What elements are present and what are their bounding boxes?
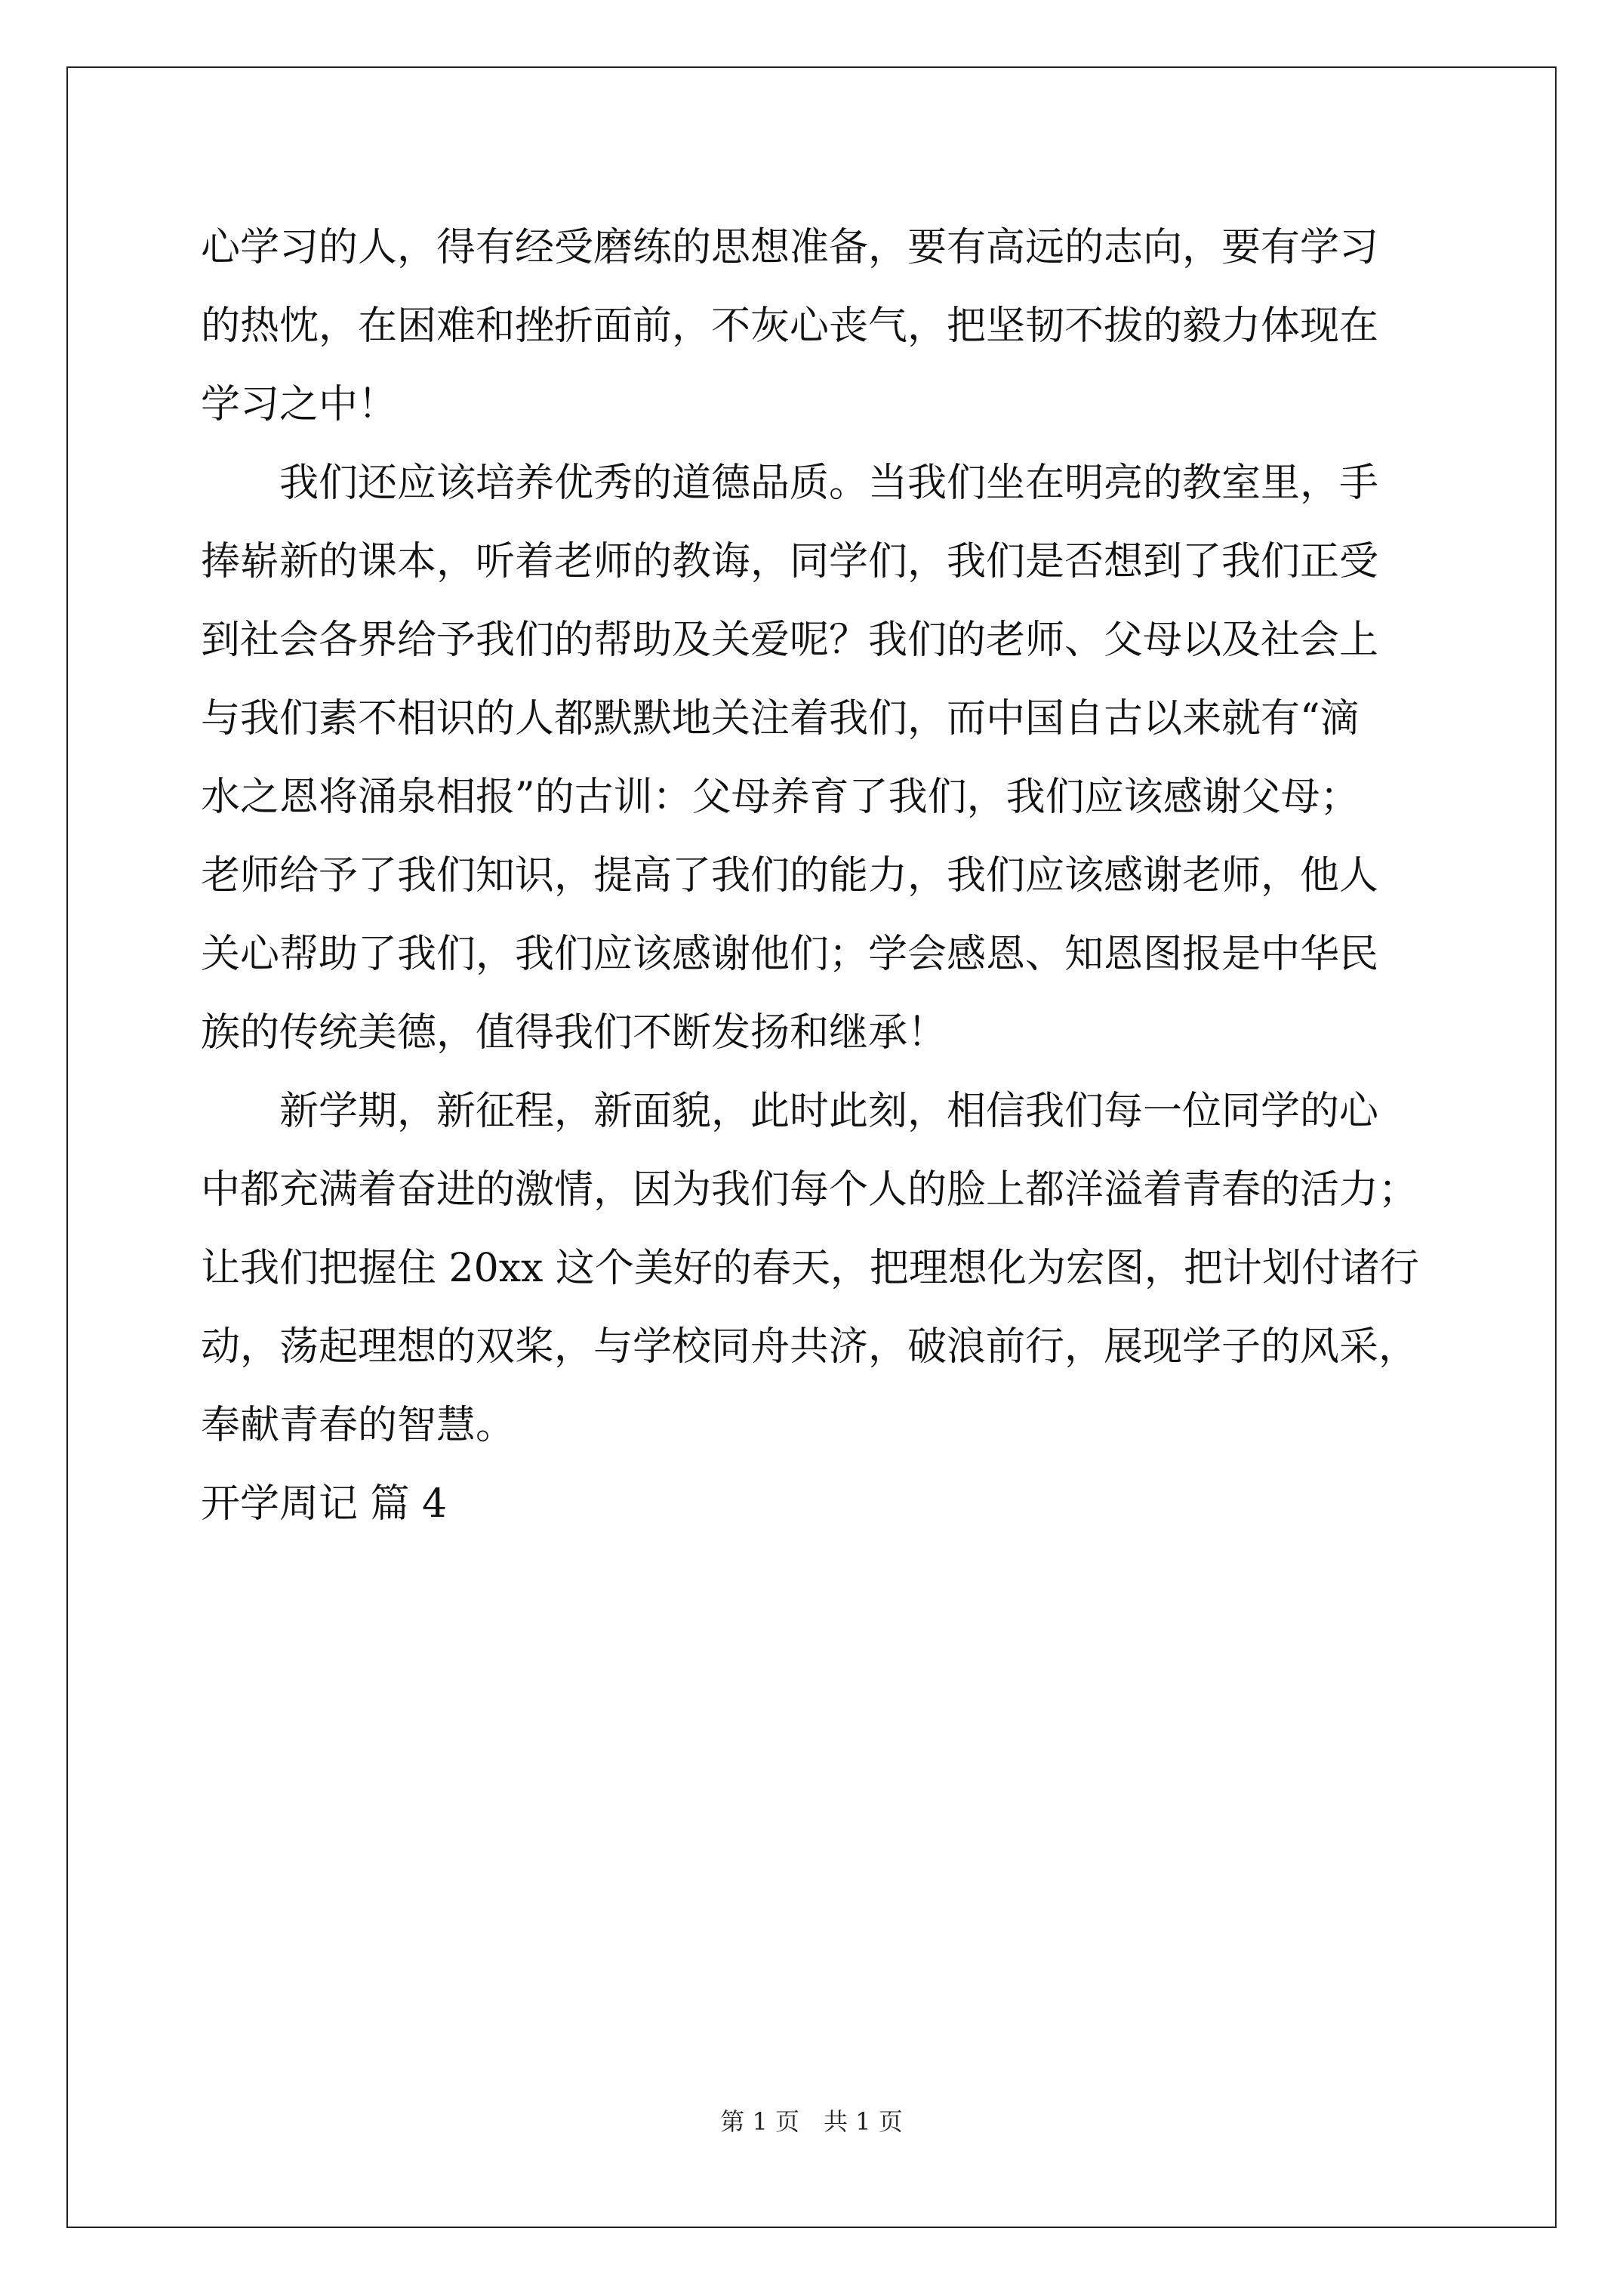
text-line: 动，荡起理想的双桨，与学校同舟共济，破浪前行，展现学子的风采， (201, 1324, 1418, 1370)
section-heading: 开学周记 篇 4 (201, 1481, 448, 1527)
text-line: 与我们素不相识的人都默默地关注着我们，而中国自古以来就有“滴 (201, 696, 1360, 741)
text-line: 的热忱，在困难和挫折面前，不灰心丧气，把坚韧不拔的毅力体现在 (201, 304, 1379, 349)
text-line: 老师给予了我们知识，提高了我们的能力，我们应该感谢老师，他人 (201, 853, 1379, 898)
text-line: 心学习的人，得有经受磨练的思想准备，要有高远的志向，要有学习 (201, 225, 1379, 270)
text-line: 奉献青春的智慧。 (201, 1403, 516, 1448)
text-line: 中都充满着奋进的激情，因为我们每个人的脸上都洋溢着青春的活力； (201, 1167, 1418, 1213)
text-line: 到社会各界给予我们的帮助及关爱呢？我们的老师、父母以及社会上 (201, 618, 1379, 663)
text-line: 让我们把握住 20xx 这个美好的春天，把理想化为宏图，把计划付诸行 (201, 1246, 1419, 1291)
text-line: 我们还应该培养优秀的道德品质。当我们坐在明亮的教室里，手 (201, 461, 1379, 506)
page-footer: 第 1 页 共 1 页 (720, 2107, 903, 2136)
text-line: 关心帮助了我们，我们应该感谢他们；学会感恩、知恩图报是中华民 (201, 932, 1379, 977)
text-line: 捧崭新的课本，听着老师的教诲，同学们，我们是否想到了我们正受 (201, 539, 1379, 584)
text-line: 族的传统美德，值得我们不断发扬和继承！ (201, 1010, 947, 1056)
text-line: 水之恩将涌泉相报”的古训：父母养育了我们，我们应该感谢父母； (201, 775, 1360, 820)
text-line: 新学期，新征程，新面貌，此时此刻，相信我们每一位同学的心 (201, 1089, 1379, 1134)
text-line: 学习之中！ (201, 382, 398, 427)
